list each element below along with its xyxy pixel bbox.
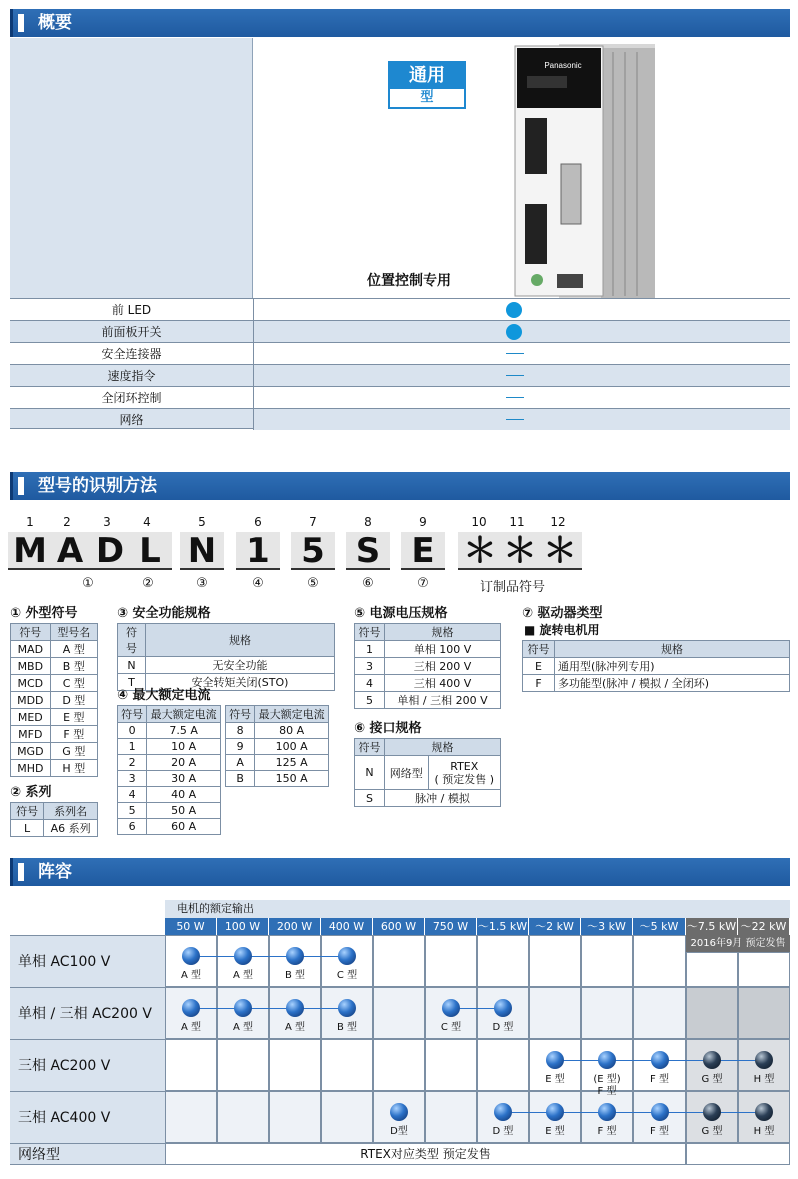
special-order-label: 订制品符号 xyxy=(480,580,546,595)
not-available-dash-icon xyxy=(506,419,524,420)
cell: 40 A xyxy=(147,787,221,803)
overview-row-label: 前 LED xyxy=(111,303,152,317)
model-type-label: F 型 xyxy=(650,1074,669,1085)
table-header: 系列名 xyxy=(44,803,98,820)
cell: 125 A xyxy=(255,755,329,771)
position-number: 6 xyxy=(254,515,262,529)
cell: 60 A xyxy=(147,819,221,835)
section-header-model-id: 型号的识别方法 xyxy=(10,472,790,500)
model-availability-ball-icon xyxy=(651,1103,669,1121)
marker-number: ② xyxy=(142,576,154,591)
overview-label-column xyxy=(10,38,253,298)
output-label: 电机的额定输出 xyxy=(165,900,790,918)
table-header: 符号 xyxy=(11,624,51,641)
spec2-table xyxy=(10,802,98,837)
model-availability-ball-icon xyxy=(286,999,304,1017)
model-type-label: F 型 xyxy=(597,1126,617,1137)
overview-row-label: 安全连接器 xyxy=(101,347,162,361)
model-char: L xyxy=(128,532,172,570)
cell: 安全转矩关闭(STO) xyxy=(146,674,335,691)
table-header: 符号 xyxy=(118,624,146,657)
lineup-cell xyxy=(373,987,425,1039)
output-column-header: 600 W xyxy=(373,918,425,935)
output-column-header: ～22 kW xyxy=(738,918,790,935)
model-type-label: G 型 xyxy=(701,1074,723,1085)
overview-row xyxy=(10,298,790,320)
section-header-overview: 概要 xyxy=(10,9,790,37)
spec3-title: ③ 安全功能规格 xyxy=(117,606,211,621)
svg-text:Panasonic: Panasonic xyxy=(544,61,582,70)
model-type-label: F 型 xyxy=(650,1126,669,1137)
overview-row xyxy=(10,386,790,408)
lineup-cell xyxy=(269,1039,321,1091)
cell: G 型 xyxy=(50,743,97,760)
cell: B xyxy=(226,771,255,787)
marker-number: ⑥ xyxy=(362,576,374,591)
cell: 网络型 xyxy=(385,756,429,790)
output-column-header: 200 W xyxy=(269,918,321,935)
table-header: 规格 xyxy=(385,739,501,756)
cell-line: ( 预定发售 ) xyxy=(434,772,495,786)
position-number: 9 xyxy=(419,515,427,529)
model-availability-ball-icon xyxy=(234,999,252,1017)
spec1-title: ① 外型符号 xyxy=(10,606,78,621)
output-column-header: 100 W xyxy=(217,918,269,935)
spec4-title: ④ 最大额定电流 xyxy=(117,688,211,703)
lineup-cell xyxy=(425,1091,477,1143)
spec2-title: ② 系列 xyxy=(10,785,52,800)
cell: 20 A xyxy=(147,755,221,771)
lineup-row-label: 三相 AC200 V xyxy=(10,1039,165,1091)
model-availability-ball-icon xyxy=(286,947,304,965)
cell: MGD xyxy=(11,743,51,760)
position-number: 7 xyxy=(309,515,317,529)
model-availability-ball-icon xyxy=(598,1051,616,1069)
model-availability-ball-icon xyxy=(338,947,356,965)
lineup-cell xyxy=(686,987,738,1039)
spec7-subtitle: ■ 旋转电机用 xyxy=(524,623,600,637)
lineup-cell xyxy=(165,1039,217,1091)
position-number: 4 xyxy=(143,515,151,529)
model-char: M xyxy=(8,532,52,570)
cell: 5 xyxy=(118,803,147,819)
model-type-label: E 型 xyxy=(545,1126,565,1137)
cell: 4 xyxy=(118,787,147,803)
lineup-cell xyxy=(581,935,633,987)
model-availability-ball-icon xyxy=(755,1103,773,1121)
lineup-cell xyxy=(477,935,529,987)
network-empty-cell xyxy=(686,1143,790,1165)
overview-row-label: 前面板开关 xyxy=(101,325,162,339)
lineup-cell xyxy=(217,1091,269,1143)
cell: 9 xyxy=(226,739,255,755)
spec3-table xyxy=(117,623,335,691)
overview-row-label: 网络 xyxy=(119,413,144,427)
table-header: 符号 xyxy=(118,706,147,723)
cell: MHD xyxy=(11,760,51,777)
model-availability-ball-icon xyxy=(703,1051,721,1069)
model-availability-ball-icon xyxy=(651,1051,669,1069)
output-column-header: ～2 kW xyxy=(529,918,581,935)
cell: 单相 / 三相 200 V xyxy=(385,692,501,709)
lineup-cell xyxy=(321,1039,373,1091)
table-header: 最大额定电流 xyxy=(255,706,329,723)
table-header: 符号 xyxy=(355,624,385,641)
spec7-title: ⑦ 驱动器类型 xyxy=(522,606,603,621)
spec7-table xyxy=(522,640,790,692)
model-char: 5 xyxy=(291,532,335,570)
cell: 1 xyxy=(118,739,147,755)
overview-row-label: 全闭环控制 xyxy=(101,391,162,405)
product-caption: 位置控制专用 xyxy=(367,273,451,289)
position-number: 10 xyxy=(471,515,487,529)
model-char: A xyxy=(48,532,92,570)
cell: N xyxy=(355,756,385,790)
lineup-cell xyxy=(269,1091,321,1143)
model-type-label: E 型 xyxy=(545,1074,565,1085)
cell: 5 xyxy=(355,692,385,709)
model-type-label: D型 xyxy=(390,1126,408,1137)
model-availability-ball-icon xyxy=(494,1103,512,1121)
cell: 多功能型(脉冲 / 模拟 / 全闭环) xyxy=(555,675,790,692)
lineup-cell xyxy=(425,935,477,987)
table-header: 规格 xyxy=(146,624,335,657)
spec4-table-right xyxy=(225,705,329,787)
cell: 80 A xyxy=(255,723,329,739)
cell: T xyxy=(118,674,146,691)
model-char: ＊ xyxy=(538,532,582,570)
lineup-cell xyxy=(633,987,686,1039)
cell: A 型 xyxy=(50,641,97,658)
output-column-header: ～3 kW xyxy=(581,918,633,935)
cell: MDD xyxy=(11,692,51,709)
model-type-label: D 型 xyxy=(492,1022,514,1033)
model-type-label: B 型 xyxy=(284,970,306,981)
cell: 单相 100 V xyxy=(385,641,501,658)
overview-row xyxy=(10,408,790,429)
table-header: 符号 xyxy=(523,641,555,658)
cell: 三相 200 V xyxy=(385,658,501,675)
cell: 1 xyxy=(355,641,385,658)
available-dot-icon xyxy=(506,324,522,340)
cell: 2 xyxy=(118,755,147,771)
model-type-label: (E 型) xyxy=(593,1074,621,1085)
marker-number: ⑦ xyxy=(417,576,429,591)
model-availability-ball-icon xyxy=(182,947,200,965)
cell: 脉冲 / 模拟 xyxy=(385,790,501,807)
cell: 3 xyxy=(118,771,147,787)
badge-bottom-text: 型 xyxy=(420,90,434,105)
not-available-dash-icon xyxy=(506,375,524,376)
overview-row-label: 速度指令 xyxy=(107,369,156,383)
cell: A xyxy=(226,755,255,771)
cell: 6 xyxy=(118,819,147,835)
overview-row xyxy=(10,320,790,342)
cell: N xyxy=(118,657,146,674)
cell: A6 系列 xyxy=(44,820,98,837)
spec5-table xyxy=(354,623,501,709)
spec1-table xyxy=(10,623,98,777)
lineup-cell xyxy=(321,1091,373,1143)
cell: B 型 xyxy=(50,658,97,675)
cell: F 型 xyxy=(50,726,97,743)
cell: E xyxy=(523,658,555,675)
model-type-label: D 型 xyxy=(492,1126,514,1137)
model-char: N xyxy=(180,532,224,570)
model-type-label: A 型 xyxy=(284,1022,306,1033)
cell: 3 xyxy=(355,658,385,675)
spec4-table-left xyxy=(117,705,221,835)
output-column-header: 750 W xyxy=(425,918,477,935)
release-note: 2016年9月 预定发售 xyxy=(686,935,790,952)
lineup-row-label: 单相 / 三相 AC200 V xyxy=(10,987,165,1039)
lineup-cell xyxy=(373,935,425,987)
model-char: ＊ xyxy=(498,532,542,570)
cell-line: RTEX xyxy=(450,759,479,773)
available-dot-icon xyxy=(506,302,522,318)
overview-row xyxy=(10,364,790,386)
position-number: 8 xyxy=(364,515,372,529)
table-header: 型号名 xyxy=(50,624,97,641)
lineup-cell xyxy=(217,1039,269,1091)
model-availability-ball-icon xyxy=(546,1051,564,1069)
marker-number: ③ xyxy=(196,576,208,591)
model-availability-ball-icon xyxy=(234,947,252,965)
model-char: D xyxy=(88,532,132,570)
cell: 通用型(脉冲列专用) xyxy=(555,658,790,675)
table-header: 符号 xyxy=(226,706,255,723)
output-column-header: ～5 kW xyxy=(633,918,686,935)
lineup-cell xyxy=(425,1039,477,1091)
marker-number: ⑤ xyxy=(307,576,319,591)
cell: L xyxy=(11,820,44,837)
connector-line xyxy=(191,1008,347,1009)
position-number: 2 xyxy=(63,515,71,529)
connector-line xyxy=(503,1112,764,1113)
position-number: 3 xyxy=(103,515,111,529)
lineup-cell xyxy=(529,987,581,1039)
lineup-row-label: 网络型 xyxy=(10,1143,165,1165)
overview-row xyxy=(10,342,790,364)
cell: 7.5 A xyxy=(147,723,221,739)
position-number: 1 xyxy=(26,515,34,529)
lineup-cell xyxy=(373,1039,425,1091)
cell: MED xyxy=(11,709,51,726)
model-type-label: H 型 xyxy=(753,1074,775,1085)
model-char: S xyxy=(346,532,390,570)
model-availability-ball-icon xyxy=(338,999,356,1017)
model-type-label: A 型 xyxy=(232,1022,254,1033)
position-number: 11 xyxy=(509,515,525,529)
table-header: 符号 xyxy=(11,803,44,820)
cell: D 型 xyxy=(50,692,97,709)
model-type-label: H 型 xyxy=(753,1126,775,1137)
lineup-row-label: 三相 AC400 V xyxy=(10,1091,165,1143)
model-type-label: B 型 xyxy=(336,1022,358,1033)
connector-line xyxy=(191,956,347,957)
model-availability-ball-icon xyxy=(182,999,200,1017)
cell: F xyxy=(523,675,555,692)
position-number: 5 xyxy=(198,515,206,529)
cell: H 型 xyxy=(50,760,97,777)
lineup-cell xyxy=(477,1039,529,1091)
cell: 无安全功能 xyxy=(146,657,335,674)
model-availability-ball-icon xyxy=(703,1103,721,1121)
cell: 4 xyxy=(355,675,385,692)
lineup-row-label: 单相 AC100 V xyxy=(10,935,165,987)
table-header: 符号 xyxy=(355,739,385,756)
cell: MFD xyxy=(11,726,51,743)
lineup-cell xyxy=(686,952,738,987)
cell: 50 A xyxy=(147,803,221,819)
marker-number: ① xyxy=(82,576,94,591)
model-availability-ball-icon xyxy=(546,1103,564,1121)
network-text: RTEX对应类型 预定发售 xyxy=(165,1143,686,1165)
model-type-label: G 型 xyxy=(701,1126,723,1137)
model-availability-ball-icon xyxy=(755,1051,773,1069)
model-char: 1 xyxy=(236,532,280,570)
badge-top-text: 通用 xyxy=(390,63,464,89)
lineup-cell xyxy=(633,935,686,987)
product-image-area xyxy=(253,38,790,298)
marker-number: ④ xyxy=(252,576,264,591)
cell: S xyxy=(355,790,385,807)
cell: C 型 xyxy=(50,675,97,692)
model-char: ＊ xyxy=(458,532,502,570)
section-header-lineup: 阵容 xyxy=(10,858,790,886)
model-type-label: A 型 xyxy=(232,970,254,981)
model-char: E xyxy=(401,532,445,570)
model-type-label: C 型 xyxy=(336,970,358,981)
cell: 150 A xyxy=(255,771,329,787)
lineup-cell xyxy=(738,952,790,987)
cell: E 型 xyxy=(50,709,97,726)
cell: 10 A xyxy=(147,739,221,755)
cell: 0 xyxy=(118,723,147,739)
table-header: 规格 xyxy=(385,624,501,641)
output-column-header: ～7.5 kW xyxy=(686,920,737,933)
output-column-header: 400 W xyxy=(321,918,373,935)
cell: MAD xyxy=(11,641,51,658)
model-type-label: F 型 xyxy=(597,1086,617,1097)
output-column-header: ～1.5 kW xyxy=(477,920,528,933)
spec6-title: ⑥ 接口规格 xyxy=(354,721,422,736)
servo-drive-image xyxy=(503,38,673,300)
lineup-cell xyxy=(738,987,790,1039)
cell: MCD xyxy=(11,675,51,692)
table-header: 最大额定电流 xyxy=(147,706,221,723)
not-available-dash-icon xyxy=(506,397,524,398)
table-header: 规格 xyxy=(555,641,790,658)
spec6-table xyxy=(354,738,501,807)
not-available-dash-icon xyxy=(506,353,524,354)
spec5-title: ⑤ 电源电压规格 xyxy=(354,606,448,621)
lineup-cell xyxy=(165,1091,217,1143)
cell: 100 A xyxy=(255,739,329,755)
output-column-header: 50 W xyxy=(165,918,217,935)
model-availability-ball-icon xyxy=(390,1103,408,1121)
model-type-label: C 型 xyxy=(440,1022,462,1033)
cell: 三相 400 V xyxy=(385,675,501,692)
model-availability-ball-icon xyxy=(494,999,512,1017)
model-type-label: A 型 xyxy=(180,1022,202,1033)
lineup-cell xyxy=(581,987,633,1039)
cell: 8 xyxy=(226,723,255,739)
lineup-cell xyxy=(529,935,581,987)
model-availability-ball-icon xyxy=(598,1103,616,1121)
position-number: 12 xyxy=(550,515,566,529)
model-availability-ball-icon xyxy=(442,999,460,1017)
general-type-badge xyxy=(388,61,466,109)
cell: MBD xyxy=(11,658,51,675)
cell: 30 A xyxy=(147,771,221,787)
model-type-label: A 型 xyxy=(180,970,202,981)
